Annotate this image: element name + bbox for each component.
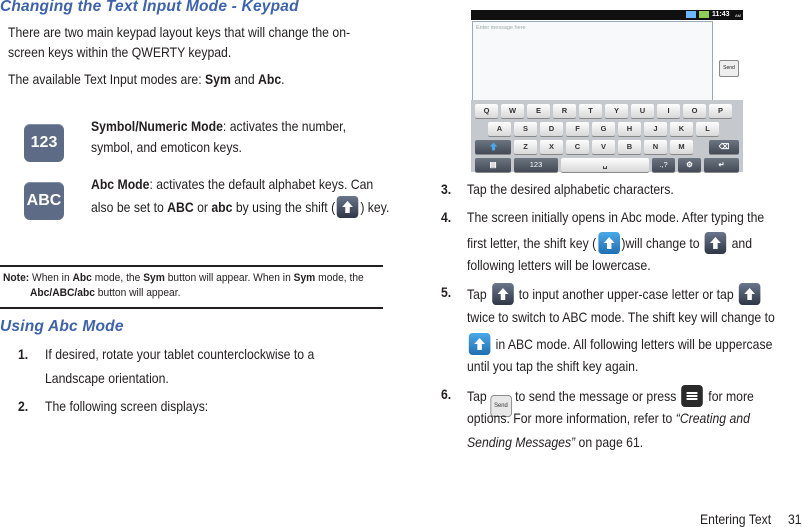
qwerty-keypad <box>471 100 743 172</box>
step-6-line-2: options. For more information, refer to “Creating and <box>467 411 750 426</box>
page-heading: Changing the Text Input Mode - Keypad <box>0 0 299 15</box>
step-5-number: 5. <box>441 285 452 300</box>
key-e[interactable]: E <box>527 104 550 118</box>
key-k[interactable]: K <box>670 122 693 136</box>
key-v[interactable]: V <box>592 140 615 154</box>
key-j[interactable]: J <box>644 122 667 136</box>
step-5-line-3: in ABC mode. All following letters will be uppercase <box>467 333 772 355</box>
key-l[interactable]: L <box>696 122 719 136</box>
key-x[interactable]: X <box>540 140 563 154</box>
footer-section: Entering Text <box>700 512 772 527</box>
key-r[interactable]: R <box>553 104 576 118</box>
key-c[interactable]: C <box>566 140 589 154</box>
section-heading: Using Abc Mode <box>0 318 124 335</box>
key-p[interactable]: P <box>709 104 732 118</box>
status-bar <box>471 10 743 20</box>
key-o[interactable]: O <box>683 104 706 118</box>
send-key-icon: Send <box>490 395 512 417</box>
key-m[interactable]: M <box>670 140 693 154</box>
footer-page-number: 31 <box>788 512 802 527</box>
message-field[interactable] <box>472 21 713 101</box>
key-i[interactable]: I <box>657 104 680 118</box>
shift-key-icon <box>489 142 498 151</box>
note: Note: When in Abc mode, the Sym button will appear. When in Sym mode, the Abc/ABC/abc button will appear. <box>3 272 364 299</box>
note-rule-top <box>0 265 383 267</box>
sym-mode-line-1: Symbol/Numeric Mode: activates the number, <box>91 119 346 134</box>
key-n[interactable]: N <box>644 140 667 154</box>
step-4-line-1: The screen initially opens in Abc mode. After typing the <box>467 210 765 225</box>
battery-icon <box>699 11 709 18</box>
key-z[interactable]: Z <box>514 140 537 154</box>
key-g[interactable]: G <box>592 122 615 136</box>
step-1-number: 1. <box>18 347 29 362</box>
shift-icon <box>337 196 359 218</box>
message-placeholder: Enter message here <box>476 25 526 31</box>
message-area <box>471 20 743 106</box>
key-backspace[interactable]: ⌫ <box>709 140 739 154</box>
shift-icon <box>705 232 727 254</box>
note-rule-bottom <box>0 307 383 309</box>
key-u[interactable]: U <box>631 104 654 118</box>
key-emoticon[interactable]: ▤ <box>475 158 511 172</box>
key-123[interactable]: 123 <box>514 158 558 172</box>
step-6-line-1: Tap Send to send the message or press for more <box>467 385 754 417</box>
key-f[interactable]: F <box>566 122 589 136</box>
key-h[interactable]: H <box>618 122 641 136</box>
shift-icon <box>492 283 514 305</box>
signal-icon <box>686 11 696 18</box>
key-settings[interactable]: ⚙ <box>678 158 701 172</box>
step-6-line-3: Sending Messages” on page 61. <box>467 435 644 450</box>
key-punctuation[interactable]: .,? <box>652 158 675 172</box>
key-a[interactable]: A <box>488 122 511 136</box>
send-button[interactable]: Send <box>719 60 739 77</box>
keypad-screenshot <box>471 10 743 172</box>
abc-mode-line-2: also be set to ABC or abc by using the shift ( ) key. <box>91 196 389 218</box>
step-4-line-2: first letter, the shift key ( )will change to and <box>467 232 752 254</box>
key-b[interactable]: B <box>618 140 641 154</box>
key-d[interactable]: D <box>540 122 563 136</box>
key-w[interactable]: W <box>501 104 524 118</box>
menu-key-icon <box>682 385 704 407</box>
step-3-number: 3. <box>441 182 452 197</box>
step-5-line-1: Tap to input another upper-case letter or tap <box>467 283 762 305</box>
sym-key-icon: 123 <box>24 124 64 162</box>
step-1-line-1: If desired, rotate your tablet counterclockwise to a <box>45 347 315 362</box>
step-5-line-4: until you tap the shift key again. <box>467 359 639 374</box>
step-6-number: 6. <box>441 387 452 402</box>
shift-blue-icon <box>598 232 620 254</box>
step-4-number: 4. <box>441 210 452 225</box>
sym-mode-line-2: symbol, and emoticon keys. <box>91 140 242 155</box>
abc-mode-line-1: Abc Mode: activates the default alphabet keys. Can <box>91 177 374 192</box>
status-ampm: AM <box>735 13 741 18</box>
key-s[interactable]: S <box>514 122 537 136</box>
step-5-line-2: twice to switch to ABC mode. The shift key will change to <box>467 310 775 325</box>
intro-line-2: screen keys within the QWERTY keypad. <box>8 45 232 60</box>
key-enter[interactable]: ↵ <box>704 158 739 172</box>
step-3-text: Tap the desired alphabetic characters. <box>467 182 674 197</box>
key-t[interactable]: T <box>579 104 602 118</box>
step-4-line-3: following letters will be lowercase. <box>467 258 651 273</box>
intro-modes: The available Text Input modes are: Sym and Abc. <box>8 72 285 87</box>
key-q[interactable]: Q <box>475 104 498 118</box>
status-time: 11:43 <box>712 11 730 18</box>
key-shift[interactable] <box>475 140 511 154</box>
step-1-line-2: Landscape orientation. <box>45 371 169 386</box>
step-2-text: The following screen displays: <box>45 399 209 414</box>
shift-blue-icon <box>469 333 491 355</box>
key-space[interactable]: ␣ <box>561 158 649 172</box>
shift-icon <box>739 283 761 305</box>
abc-key-icon: ABC <box>24 182 64 220</box>
intro-line-1: There are two main keypad layout keys that will change the on- <box>8 25 351 40</box>
key-y[interactable]: Y <box>605 104 628 118</box>
step-2-number: 2. <box>18 399 29 414</box>
